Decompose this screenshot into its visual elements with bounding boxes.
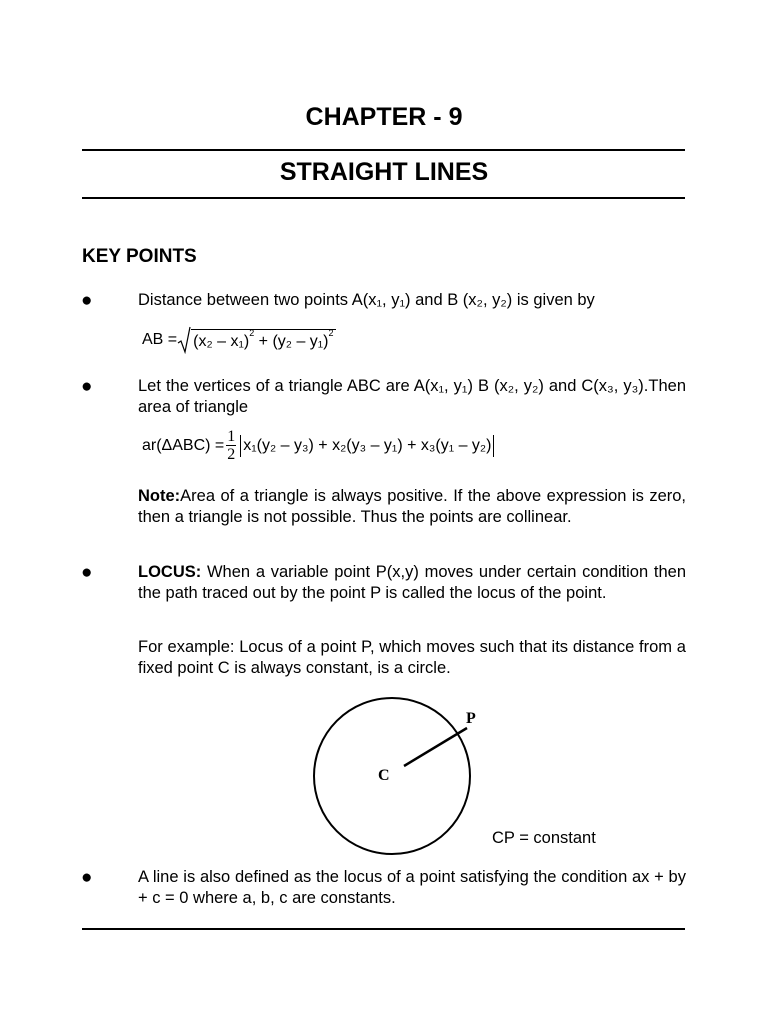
line-text: A line is also defined as the locus of a point satisfying the condition ax + by + c = 0 where a, b, c are constants. [138, 868, 686, 907]
section-heading: KEY POINTS [82, 246, 197, 267]
example-text: For example: Locus of a point P, which moves such that its distance from a fixed point C is always constant, is a circle. [138, 638, 686, 677]
bullet-icon: ● [81, 867, 93, 888]
note-paragraph [138, 486, 686, 528]
locus-paragraph [138, 562, 686, 604]
one-half-fraction [226, 428, 236, 463]
locus-circle [314, 698, 470, 854]
chapter-heading: CHAPTER - 9 [305, 103, 463, 131]
radius-line [404, 728, 467, 766]
note-text: Area of a triangle is always positive. If the above expression is zero, then a triangle is not possible. Thus the points are collinear. [138, 487, 686, 526]
distance-formula [142, 326, 336, 354]
locus-label: LOCUS: [138, 563, 202, 581]
divider-under-title [82, 197, 685, 199]
point-label: P [466, 710, 476, 727]
abs-bar-left [240, 435, 241, 457]
area-formula-body: x₁(y₂ – y₃) + x₂(y₃ – y₁) + x₃(y₁ – y₂) [243, 436, 492, 454]
area-formula-lhs: ar(ΔABC) = [142, 436, 225, 454]
locus-text: When a variable point P(x,y) moves under certain condition then the path traced out by the point P is called the locus of the point. [138, 563, 686, 602]
distance-plus: + [254, 333, 273, 350]
distance-text: Distance between two points A(x₁, y₁) and B (x₂, y₂) is given by [138, 291, 595, 309]
square-root [177, 326, 335, 354]
fraction-denominator: 2 [227, 446, 236, 463]
divider-bottom [82, 928, 685, 930]
fraction-numerator: 1 [227, 428, 236, 445]
distance-exp-2: 2 [328, 328, 334, 338]
bullet-icon: ● [81, 290, 93, 311]
area-text: Let the vertices of a triangle ABC are A(x₁, y₁) B (x₂, y₂) and C(x₃, y₃).Then area of triangle [138, 377, 686, 416]
page-title: STRAIGHT LINES [279, 158, 489, 186]
circle-locus-figure [300, 690, 500, 860]
distance-exp-1: 2 [249, 328, 255, 338]
distance-term-1: (x₂ – x₁) [193, 333, 250, 350]
center-label: C [378, 767, 390, 784]
area-formula [142, 428, 496, 463]
distance-formula-lhs: AB = [142, 331, 178, 348]
figure-caption: CP = constant [492, 829, 596, 847]
bullet-icon: ● [81, 562, 93, 583]
bullet-icon: ● [81, 376, 93, 397]
distance-term-2: (y₂ – y₁) [272, 333, 329, 350]
abs-bar-right [493, 435, 494, 457]
radicand [191, 329, 335, 351]
radical-icon [177, 326, 191, 354]
note-label: Note: [138, 487, 181, 505]
divider-top [82, 149, 685, 151]
